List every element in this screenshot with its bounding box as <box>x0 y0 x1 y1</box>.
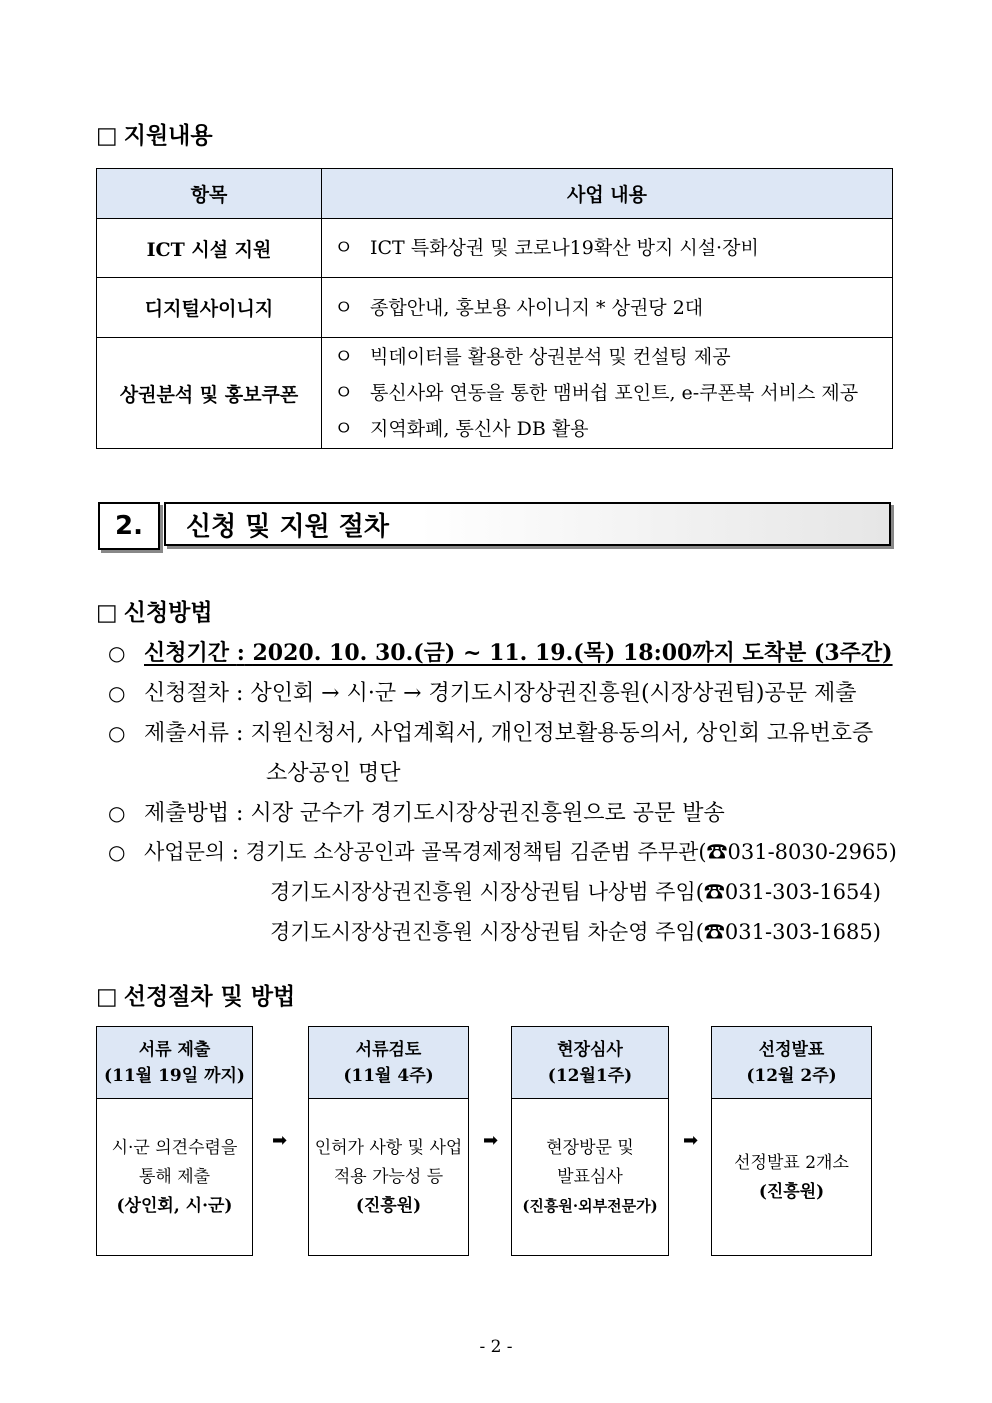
section-number: 2. <box>98 502 160 550</box>
row-label: ICT 시설 지원 <box>97 219 322 278</box>
circle-bullet-icon: ○ <box>108 721 126 745</box>
table-row <box>97 278 893 338</box>
step-head <box>97 1027 252 1099</box>
step-document-submission <box>96 1026 253 1256</box>
step-site-inspection <box>511 1026 669 1256</box>
support-heading <box>96 117 213 150</box>
inquiry-line: 경기도 소상공인과 골목경제정책팀 김준범 주무관(☎031-8030-2965) <box>245 840 897 864</box>
colon: : <box>236 721 244 746</box>
arrow-right-icon: ➡ <box>683 1130 699 1151</box>
step-owner: (진흥원) <box>355 1196 422 1216</box>
step-desc: 적용 가능성 등 <box>333 1167 444 1187</box>
step-owner: (상인회, 시·군) <box>116 1196 233 1216</box>
row-label: 상권분석 및 홍보쿠폰 <box>97 338 322 449</box>
content-line: 통신사와 연동을 통한 맴버쉽 포인트, e-쿠폰북 서비스 제공 <box>370 382 859 404</box>
step-date: (11월 4주) <box>343 1065 434 1086</box>
row-content <box>322 338 893 449</box>
circle-bullet-icon: ○ <box>108 681 126 705</box>
row-content <box>322 219 893 278</box>
apply-procedure <box>108 676 856 707</box>
step-body <box>712 1099 871 1256</box>
docs-value: 지원신청서, 사업계획서, 개인정보활용동의서, 상인회 고유번호증 <box>250 721 874 746</box>
bullet-icon: ㅇ <box>334 235 354 259</box>
method-label: 제출방법 <box>144 801 230 826</box>
step-desc: 시·군 의견수렴을 <box>111 1138 238 1158</box>
step-head <box>309 1027 468 1099</box>
circle-bullet-icon: ○ <box>108 801 126 825</box>
arrow-right-icon: ➡ <box>272 1130 288 1151</box>
col-header-content: 사업 내용 <box>322 169 893 219</box>
bullet-icon: ㅇ <box>334 294 354 319</box>
page-number: - 2 - <box>479 1337 513 1357</box>
step-body <box>512 1099 668 1256</box>
step-date: (12월1주) <box>547 1065 633 1086</box>
step-owner: (진흥원) <box>758 1181 825 1202</box>
row-content <box>322 278 893 338</box>
method-value: 시장 군수가 경기도시장상권진흥원으로 공문 발송 <box>250 801 725 826</box>
support-heading-text: 지원내용 <box>123 122 213 149</box>
inquiry-line: 경기도시장상권진흥원 시장상권팀 차순영 주임(☎031-303-1685) <box>270 920 881 944</box>
colon: : <box>236 640 245 666</box>
apply-inquiry <box>108 836 897 866</box>
step-desc: 통해 제출 <box>138 1167 211 1187</box>
step-title: 서류 제출 <box>138 1039 211 1060</box>
step-body <box>97 1099 252 1256</box>
step-desc: 선정발표 2개소 <box>734 1152 849 1173</box>
step-head <box>512 1027 668 1099</box>
content-line: 지역화폐, 통신사 DB 활용 <box>370 418 589 440</box>
table-row <box>97 338 893 449</box>
inquiry-line: 경기도시장상권진흥원 시장상권팀 나상범 주임(☎031-303-1654) <box>270 880 881 904</box>
step-desc: 인허가 사항 및 사업 <box>314 1138 463 1158</box>
step-owner: (진흥원·외부전문가) <box>522 1197 658 1215</box>
support-table <box>96 168 893 449</box>
arrow-right-icon: ➡ <box>483 1130 499 1151</box>
step-title: 선정발표 <box>758 1039 825 1060</box>
apply-docs <box>108 716 873 747</box>
selection-heading-text: 선정절차 및 방법 <box>123 983 296 1010</box>
apply-heading-text: 신청방법 <box>123 599 213 626</box>
apply-docs-cont: 소상공인 명단 <box>266 761 401 786</box>
circle-bullet-icon: ○ <box>108 641 126 665</box>
apply-period <box>108 636 893 667</box>
content-line: 종합안내, 홍보용 사이니지 * 상권당 2대 <box>370 296 704 319</box>
step-document-review <box>308 1026 469 1256</box>
apply-method <box>108 796 725 827</box>
colon: : <box>236 681 244 706</box>
period-value: 2020. 10. 30.(금) ~ 11. 19.(목) 18:00까지 도착분 (3주간) <box>252 640 893 666</box>
period-label: 신청기간 <box>144 640 230 666</box>
checkbox-glyph: □ <box>96 984 118 1010</box>
period-text <box>144 640 893 666</box>
row-label: 디지털사이니지 <box>97 278 322 338</box>
colon: : <box>231 840 239 864</box>
checkbox-glyph: □ <box>96 123 118 149</box>
selection-heading <box>96 978 295 1011</box>
procedure-label: 신청절차 <box>144 681 230 706</box>
table-row <box>97 219 893 278</box>
bullet-icon: ㅇ <box>334 416 354 440</box>
step-title: 서류검토 <box>355 1039 422 1060</box>
apply-heading <box>96 594 213 627</box>
step-title: 현장심사 <box>557 1039 623 1060</box>
procedure-value: 상인회 → 시·군 → 경기도시장상권진흥원(시장상권팀)공문 제출 <box>250 681 857 706</box>
docs-label: 제출서류 <box>144 721 230 746</box>
bullet-icon: ㅇ <box>334 380 354 404</box>
colon: : <box>236 801 244 826</box>
content-line: ICT 특화상권 및 코로나19확산 방지 시설·장비 <box>370 237 759 259</box>
bullet-icon: ㅇ <box>334 344 354 368</box>
step-selection-announcement <box>711 1026 872 1256</box>
checkbox-glyph: □ <box>96 600 118 626</box>
content-line: 빅데이터를 활용한 상권분석 및 컨설팅 제공 <box>370 346 731 368</box>
step-body <box>309 1099 468 1256</box>
step-date: (11월 19일 까지) <box>104 1065 245 1086</box>
step-date: (12월 2주) <box>746 1065 837 1086</box>
col-header-item: 항목 <box>97 169 322 219</box>
circle-bullet-icon: ○ <box>108 840 126 864</box>
step-desc: 현장방문 및 <box>546 1138 634 1158</box>
inquiry-label: 사업문의 <box>144 840 226 864</box>
step-desc: 발표심사 <box>557 1167 623 1187</box>
section-title: 신청 및 지원 절차 <box>164 502 891 546</box>
step-head <box>712 1027 871 1099</box>
